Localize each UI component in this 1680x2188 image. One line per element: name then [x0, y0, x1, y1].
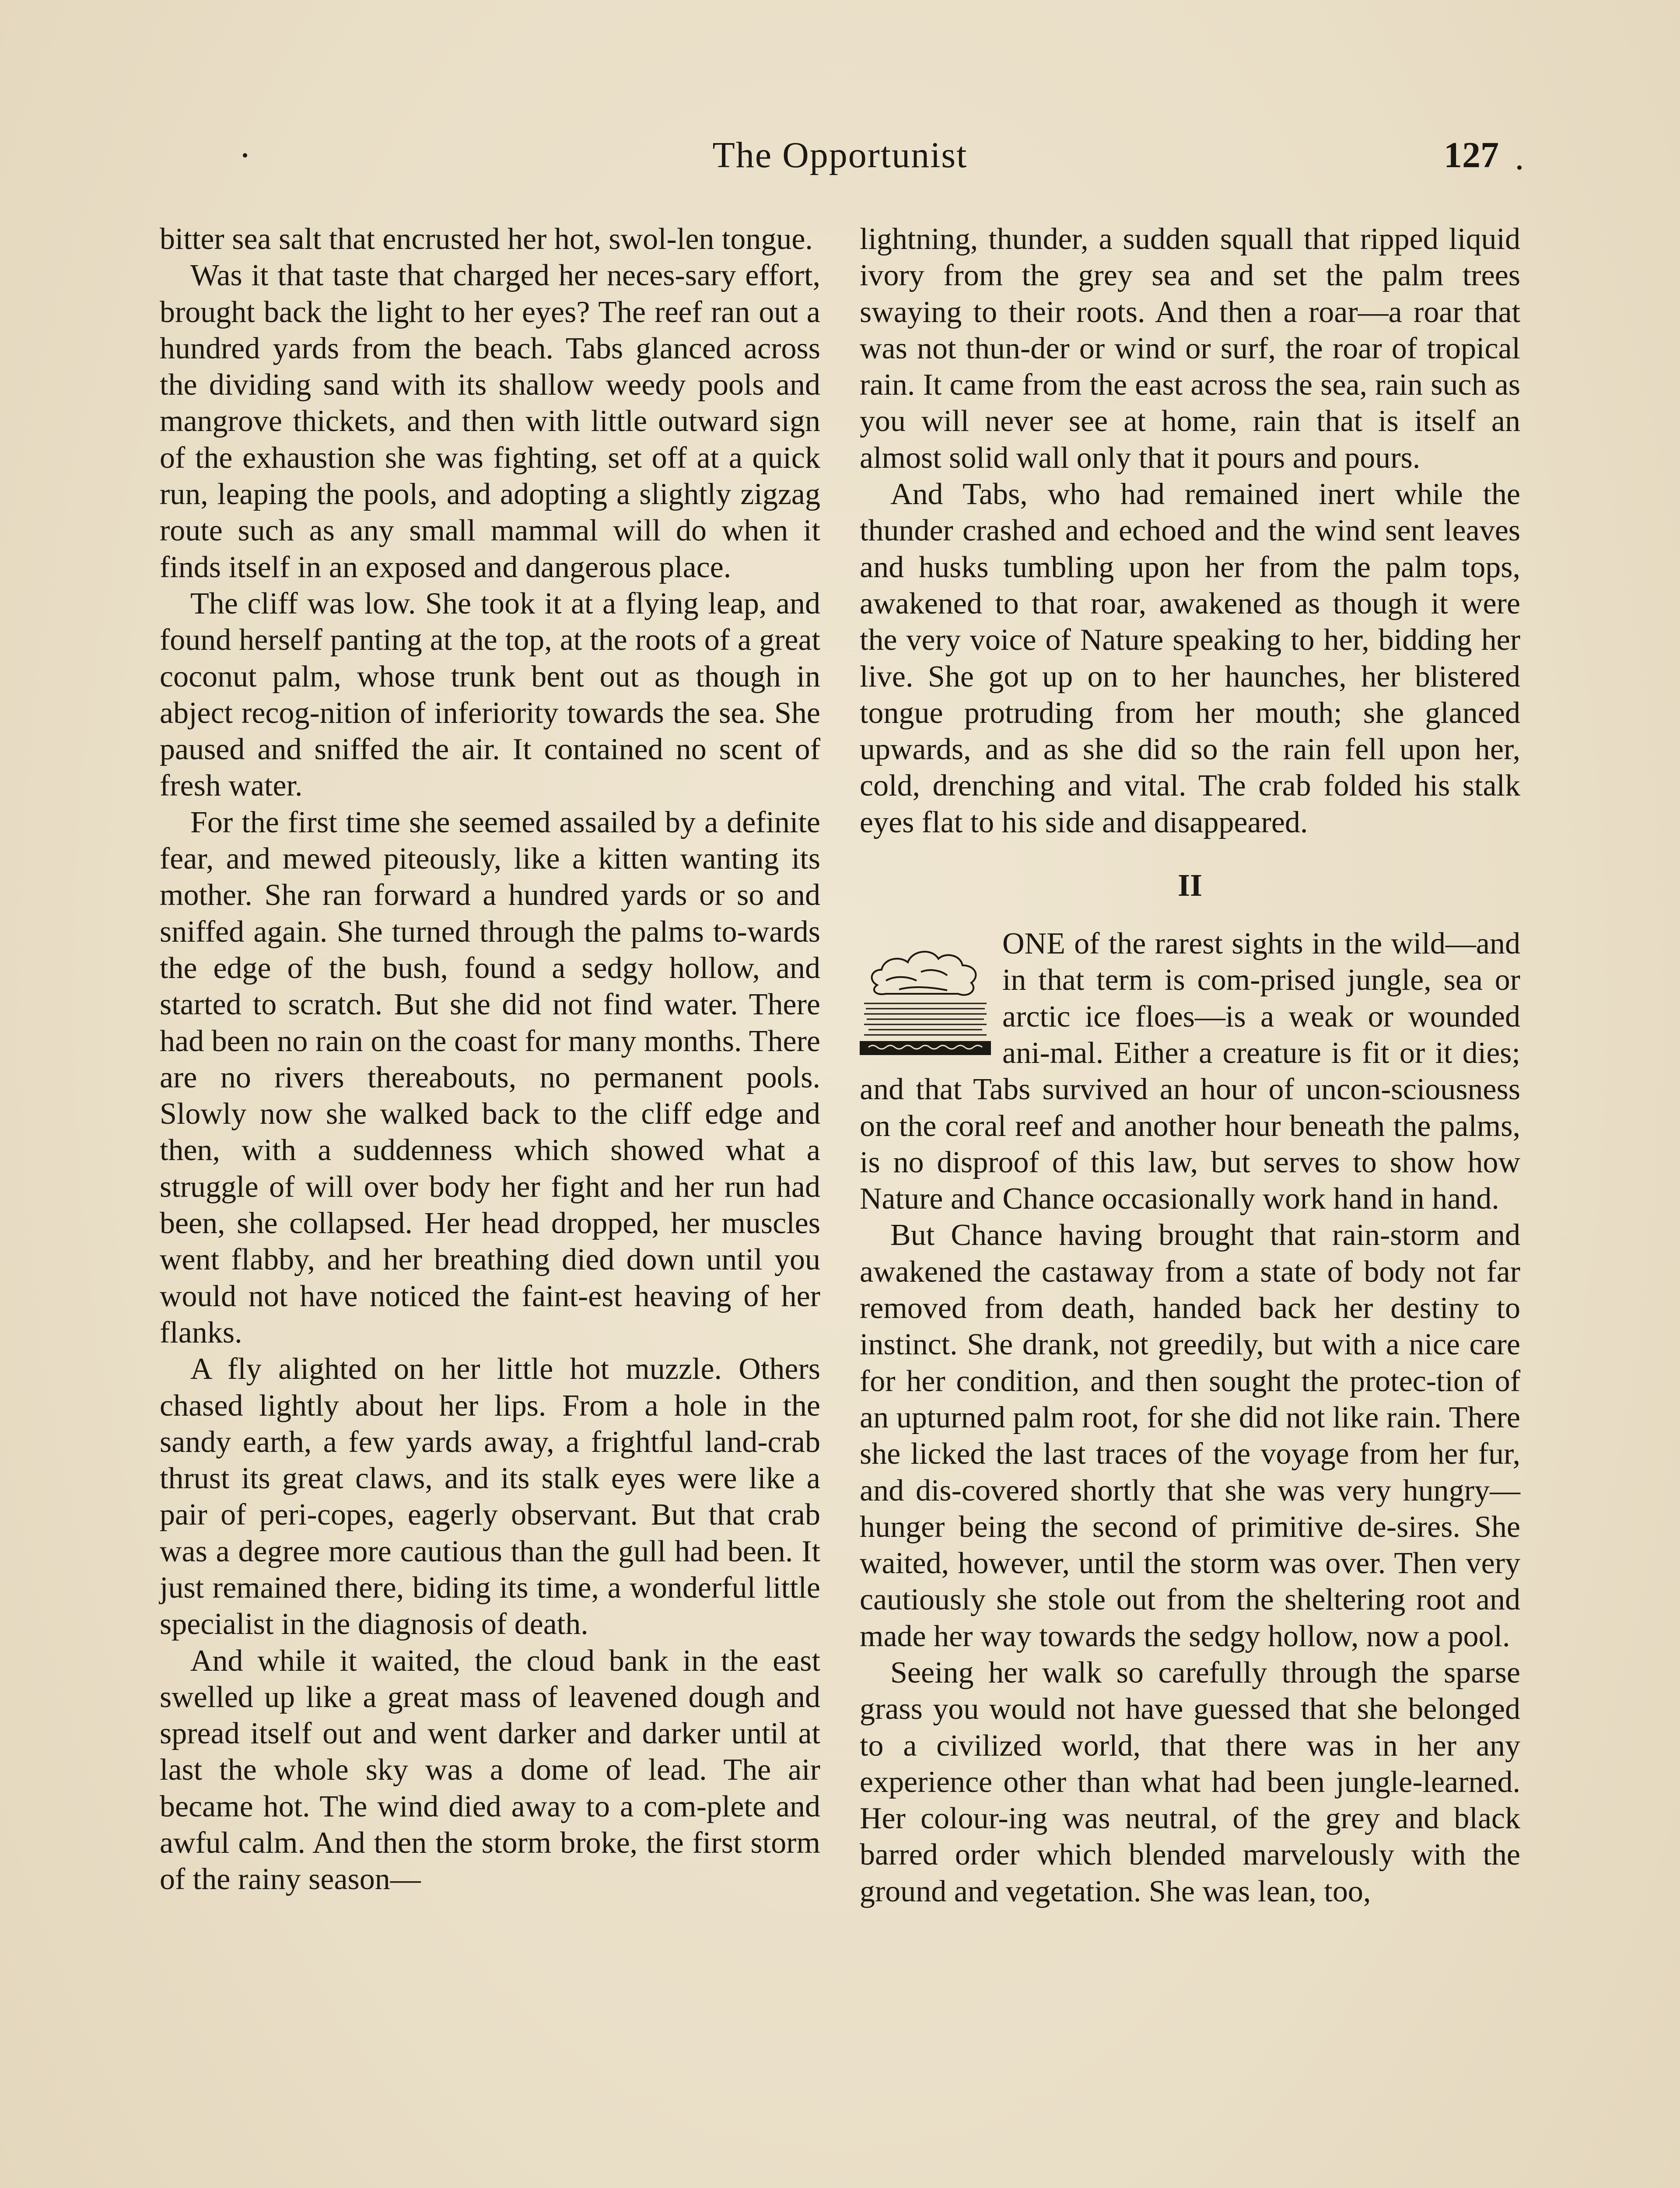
page-number: 127 — [1444, 135, 1499, 175]
right-column — [860, 221, 1520, 1910]
paragraph: bitter sea salt that encrusted her hot, swol-len tongue. — [160, 222, 813, 256]
paragraph-text: ONE of the rarest sights in the wild—and in that term is com-prised jungle, sea or arctic ice floes—is a weak or wounded ani-mal. Either a creature is fit or it dies; and that Tabs survived an hour of uncon-sciousness on the coral reef and another hour beneath the palms, is no disproof of this law, but serves to show how Nature and Chance occasionally work hand in hand. — [860, 927, 1520, 1216]
paragraph: For the first time she seemed assailed by a definite fear, and mewed piteously, like a kitten wanting its mother. She ran forward a hundred yards or so and sniffed again. She turned through the palms to-wards the edge of the bush, found a sedgy hollow, and started to scratch. But she did not find water. There had been no rain on the coast for many months. There are no rivers thereabouts, no permanent pools. Slowly now she walked back to the cliff edge and then, with a suddenness which showed what a struggle of will over body her fight and her run had been, she collapsed. Her head dropped, her muscles went flabby, and her breathing died down until you would not have noticed the faint-est heaving of her flanks. — [160, 805, 820, 1350]
ornament-dot — [1517, 165, 1522, 170]
paragraph: And while it waited, the cloud bank in the east swelled up like a great mass of leavened dough and spread itself out and went darker and darker until at last the whole sky was a dome of lead. The air became hot. The wind died away to a com-plete and awful calm. And then the storm broke, the first storm of the rainy season— — [160, 1644, 820, 1897]
paragraph: Seeing her walk so carefully through the sparse grass you would not have guessed that she belonged to a civilized world, that there was in her any experience other than what had been jungle-learned. Her colour-ing was neutral, of the grey and black barred order which blended marvelously with the ground and vegetation. She was lean, too, — [860, 1655, 1520, 1908]
paragraph: Was it that taste that charged her neces-sary effort, brought back the light to her eyes? The reef ran out a hundred yards from the beach. Tabs glanced across the dividing sand with its shallow weedy pools and mangrove thickets, and then with little outward sign of the exhaustion she was fighting, set off at a quick run, leaping the pools, and adopting a slightly zigzag route such as any small mammal will do when it finds itself in an exposed and dangerous place. — [160, 259, 820, 584]
running-title: The Opportunist — [712, 135, 968, 175]
paragraph: But Chance having brought that rain-storm and awakened the castaway from a state of body not far removed from death, handed back her destiny to instinct. She drank, not greedily, but with a nice care for her condition, and then sought the protec-tion of an upturned palm root, for she did not like rain. There she licked the last traces of the voyage from her fur, and dis-covered shortly that she was very hungry—hunger being the second of primitive de-sires. She waited, however, until the storm was over. Then very cautiously she stole out from the sheltering root and made her way towards the sedgy hollow, now a pool. — [860, 1218, 1520, 1653]
running-head — [0, 131, 1680, 179]
paragraph: The cliff was low. She took it at a flying leap, and found herself panting at the top, at the roots of a great coconut palm, whose trunk bent out as though in abject recog-nition of inferiority towards the sea. She paused and sniffed the air. It contained no scent of fresh water. — [160, 586, 820, 803]
cloud-seascape-illustration — [860, 928, 991, 1064]
ornament-dot — [243, 153, 247, 158]
paragraph: And Tabs, who had remained inert while the thunder crashed and echoed and the wind sent leaves and husks tumbling upon her from the palm tops, awakened to that roar, awakened as though it were the very voice of Nature speaking to her, bidding her live. She got up on to her haunches, her blistered tongue protruding from her mouth; she glanced upwards, and as she did so the rain fell upon her, cold, drenching and vital. The crab folded his stalk eyes flat to his side and disappeared. — [860, 477, 1520, 839]
paragraph: lightning, thunder, a sudden squall that ripped liquid ivory from the grey sea and set the palm trees swaying to their roots. And then a roar—a roar that was not thun-der or wind or surf, the roar of tropical rain. It came from the east across the sea, rain such as you will never see at home, rain that is itself an almost solid wall only that it pours and pours. — [860, 222, 1520, 475]
paragraph-with-illustrated-initial — [860, 926, 1520, 1217]
paragraph: A fly alighted on her little hot muzzle. Others chased lightly about her lips. From a hole in the sandy earth, a few yards away, a frightful land-crab thrust its great claws, and its stalk eyes were like a pair of peri-copes, eagerly observant. But that crab was a degree more cautious than the gull had been. It just remained there, biding its time, a wonderful little specialist in the diagnosis of death. — [160, 1352, 820, 1641]
left-column — [160, 221, 820, 1898]
section-heading: II — [1177, 868, 1203, 903]
